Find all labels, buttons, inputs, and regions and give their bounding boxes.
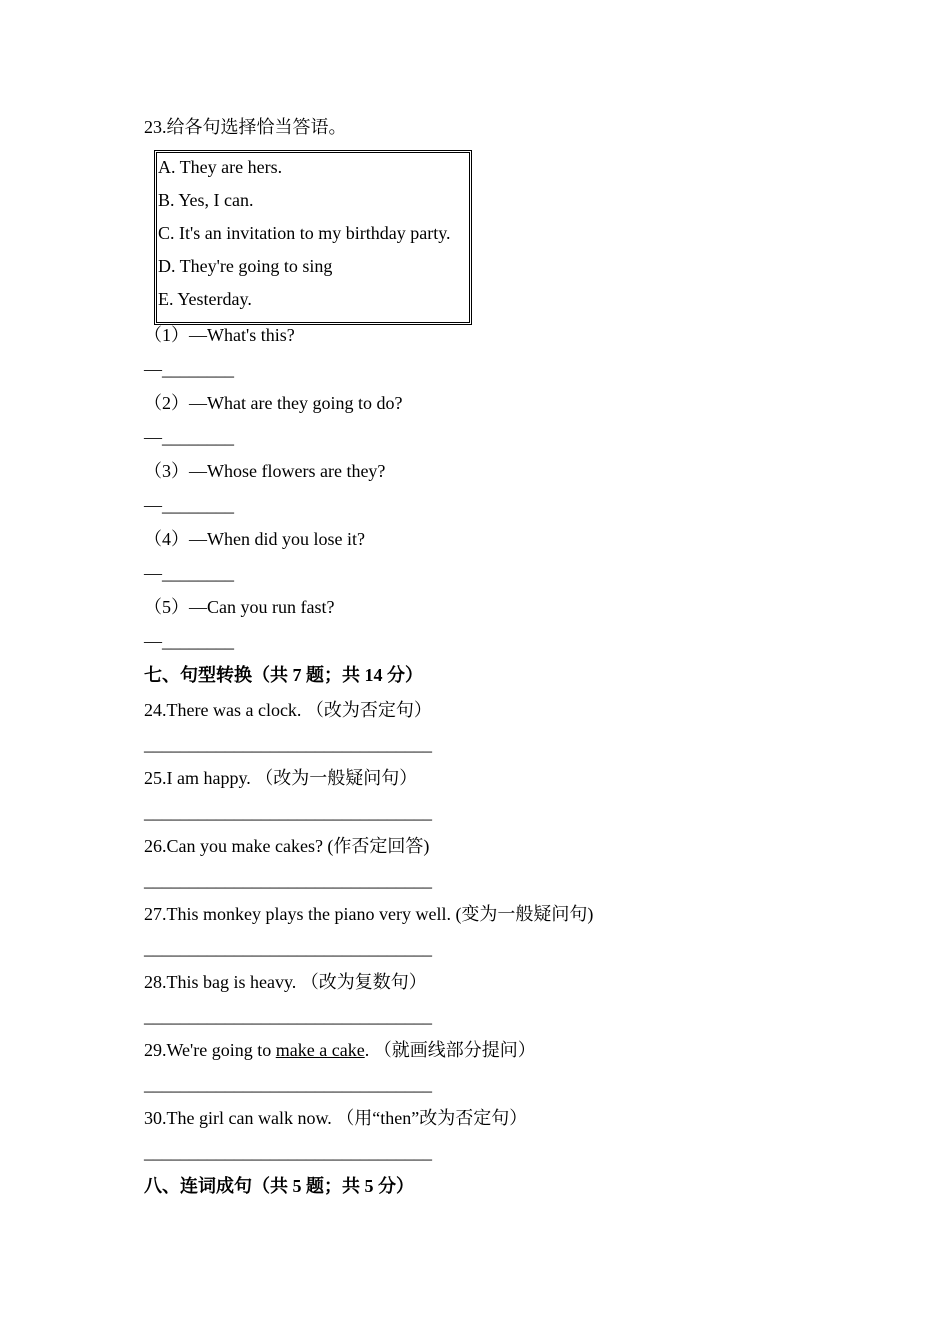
q23-item-3-answer-blank[interactable]: —________ — [144, 495, 234, 515]
q23-item-2-question: （2）—What are they going to do? — [144, 393, 403, 413]
q23-item-3-question: （3）—Whose flowers are they? — [144, 461, 386, 481]
question-28: 28.This bag is heavy. （改为复数句） — [144, 972, 427, 992]
q23-item-4-question: （4）—When did you lose it? — [144, 529, 365, 549]
question-24-answer-blank[interactable]: ________________________________ — [144, 734, 432, 754]
option-c: C. It's an invitation to my birthday party. — [158, 223, 451, 243]
question-26: 26.Can you make cakes? (作否定回答) — [144, 836, 430, 856]
section-7-heading: 七、句型转换（共 7 题；共 14 分） — [144, 665, 423, 685]
question-27: 27.This monkey plays the piano very well. (变为一般疑问句) — [144, 904, 594, 924]
question-29-prefix: 29.We're going to — [144, 1040, 276, 1060]
option-b: B. Yes, I can. — [158, 190, 254, 210]
q23-item-1-question: （1）—What's this? — [144, 325, 295, 345]
option-a: A. They are hers. — [158, 157, 283, 177]
question-27-answer-blank[interactable]: ________________________________ — [144, 938, 432, 958]
question-28-answer-blank[interactable]: ________________________________ — [144, 1006, 432, 1026]
question-25: 25.I am happy. （改为一般疑问句） — [144, 768, 418, 788]
question-30: 30.The girl can walk now. （用“then”改为否定句） — [144, 1108, 528, 1128]
answer-options-box — [154, 150, 472, 325]
question-29-underlined-phrase: make a cake — [275, 1040, 365, 1060]
q23-item-5-question: （5）—Can you run fast? — [144, 597, 335, 617]
q23-item-2-answer-blank[interactable]: —________ — [144, 427, 234, 447]
question-30-answer-blank[interactable]: ________________________________ — [144, 1142, 432, 1162]
question-29-answer-blank[interactable]: ________________________________ — [144, 1074, 432, 1094]
question-23-title: 23.给各句选择恰当答语。 — [144, 117, 347, 137]
q23-item-4-answer-blank[interactable]: —________ — [144, 563, 234, 583]
question-29 — [144, 1039, 536, 1061]
q23-item-1-answer-blank[interactable]: —________ — [144, 359, 234, 379]
question-26-answer-blank[interactable]: ________________________________ — [144, 870, 432, 890]
question-29-suffix: . （就画线部分提问） — [364, 1040, 536, 1060]
question-25-answer-blank[interactable]: ________________________________ — [144, 802, 432, 822]
question-24: 24.There was a clock. （改为否定句） — [144, 700, 432, 720]
section-8-heading: 八、连词成句（共 5 题；共 5 分） — [144, 1176, 414, 1196]
option-d: D. They're going to sing — [158, 256, 333, 276]
q23-item-5-answer-blank[interactable]: —________ — [144, 631, 234, 651]
option-e: E. Yesterday. — [158, 289, 252, 309]
